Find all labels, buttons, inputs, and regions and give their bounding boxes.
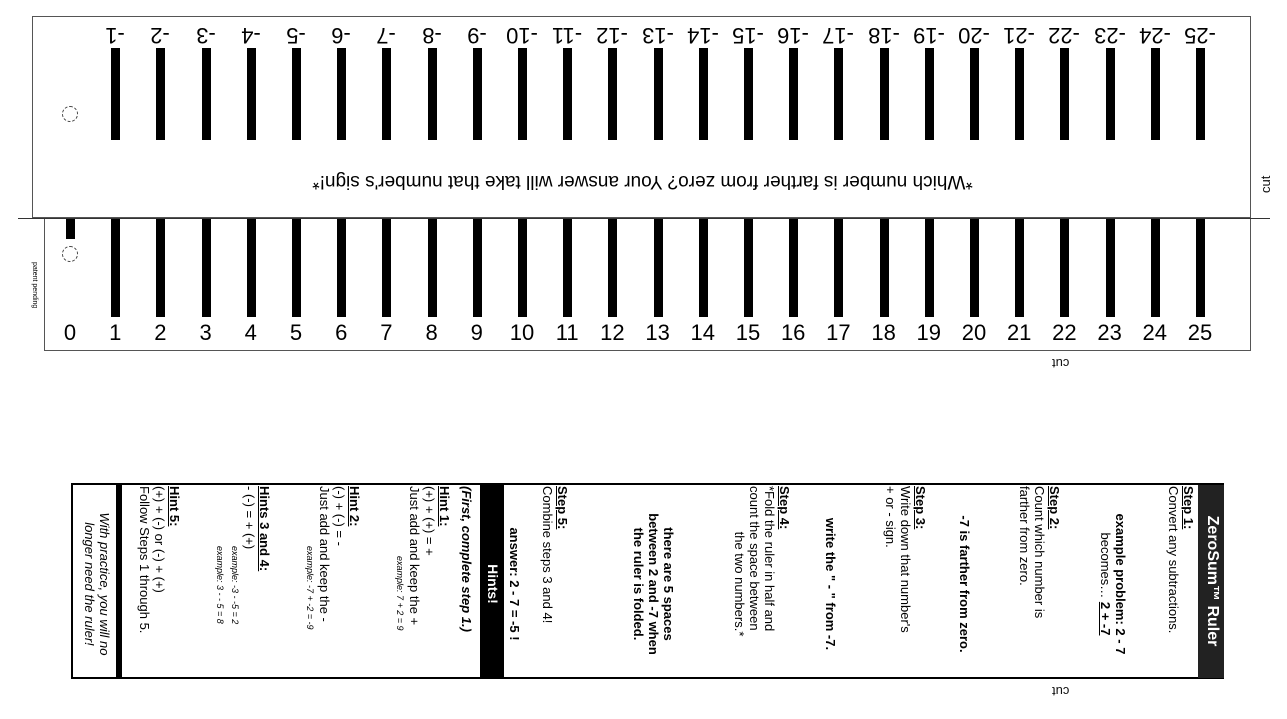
ruler-tick-positive	[202, 219, 211, 317]
step4-line1: *Fold the ruler in half and	[762, 486, 777, 632]
ruler-label-negative: -24	[1138, 23, 1171, 48]
closing-line2: longer need the ruler!	[82, 522, 97, 646]
hint34-example2: example: 3 - - 5 = 8	[215, 546, 225, 624]
ruler-label-positive: 19	[916, 320, 942, 345]
ruler-tick-positive	[1015, 219, 1024, 317]
ruler-label-positive: 2	[154, 320, 167, 345]
ruler-tick-positive	[337, 219, 346, 317]
closing-line1: With practice, you will no	[97, 512, 112, 656]
ruler-label-positive: 20	[961, 320, 987, 345]
step1-example-column	[1094, 486, 1128, 682]
step1-result: 2 + -7	[1098, 601, 1113, 636]
ruler-label-positive: 6	[335, 320, 348, 345]
patent-pending-label: patent pending	[31, 262, 38, 309]
ruler-tick-negative	[880, 48, 889, 140]
ruler-tick-negative	[608, 48, 617, 140]
step3-answer: write the " - " from -7.	[823, 517, 838, 651]
ruler-label-negative: -10	[506, 23, 538, 48]
ruler-label-negative: -14	[686, 23, 719, 48]
ruler-label-positive: 21	[1006, 320, 1032, 345]
ruler-tick-negative	[111, 48, 120, 140]
ruler-label-positive: 15	[735, 320, 761, 345]
step2-heading: Step 2:	[1047, 486, 1062, 530]
ruler-tick-negative	[834, 48, 843, 140]
hints-title: Hints!	[485, 564, 501, 604]
ruler-tick-negative	[1060, 48, 1069, 140]
ruler-label-positive: 24	[1142, 320, 1168, 345]
ruler-label-negative: -4	[241, 23, 261, 48]
ruler-tick-positive	[789, 219, 798, 317]
ruler-label-positive: 11	[555, 320, 579, 345]
ruler-tick-negative	[382, 48, 391, 140]
step3-line2: + or - sign.	[883, 486, 898, 548]
hint5-heading: Hint 5:	[167, 486, 182, 527]
ruler-tick-positive	[1196, 219, 1205, 317]
step4-answer2: between 2 and -7 when	[646, 513, 661, 655]
ruler-label-negative: -15	[732, 23, 764, 48]
flipped-sign-note: *Which number is farther from zero? Your answer will take that number's sign!*	[312, 171, 973, 192]
ruler-tick-negative	[247, 48, 256, 140]
ruler-label-negative: -18	[867, 23, 900, 48]
ruler-tick-positive	[608, 219, 617, 317]
step4-heading: Step 4:	[777, 486, 792, 530]
ruler-tick-positive	[1151, 219, 1160, 317]
hint5-rule: (+) + (-) or (-) + (+)	[152, 486, 167, 593]
ruler-label-negative: -23	[1093, 23, 1126, 48]
hints-title-column	[480, 486, 500, 682]
ruler-label-positive: 0	[63, 320, 77, 345]
hint5-column	[122, 486, 182, 682]
ruler-tick-negative	[337, 48, 346, 140]
ruler-tick-negative	[744, 48, 753, 140]
hint34-rule: - (-) = + (+)	[242, 486, 257, 550]
step5-heading: Step 5:	[555, 486, 570, 530]
ruler-tick-positive	[970, 219, 979, 317]
ruler-tick-positive	[247, 219, 256, 317]
ruler-label-positive: 13	[645, 320, 670, 345]
ruler-label-negative: -1	[105, 23, 125, 48]
ruler-label-positive: 3	[199, 320, 212, 345]
hint34-heading: Hints 3 and 4:	[257, 486, 272, 572]
ruler-tick-negative	[563, 48, 572, 140]
ruler-tick-negative	[518, 48, 527, 140]
hints-intro-column	[456, 486, 474, 682]
ruler-tick-positive	[880, 219, 889, 317]
ruler-tick-positive	[1106, 219, 1115, 317]
ruler-tick-negative	[473, 48, 482, 140]
step5-answer-column	[502, 486, 522, 682]
step3-line1: Write down that number's	[898, 486, 913, 633]
step4-column	[718, 486, 792, 682]
hint1-rule: (+) + (+) = +	[422, 486, 437, 556]
step2-line2: farther from zero.	[1017, 486, 1032, 586]
step1-becomes: becomes…	[1098, 532, 1113, 599]
ruler-label-positive: 9	[470, 320, 483, 345]
card-title-column	[1200, 486, 1222, 676]
hint5-text: Follow Steps 1 through 5.	[137, 486, 152, 634]
step4-answer3: the ruler is folded.	[631, 527, 646, 641]
ruler-tick-positive	[292, 219, 301, 317]
ruler-label-negative: -22	[1048, 23, 1081, 48]
step2-answer: -7 is farther from zero.	[957, 515, 972, 653]
ruler-tick-negative	[1196, 48, 1205, 140]
hint34-example1: example: -3 - -5 = 2	[230, 546, 240, 625]
step2-column	[1002, 486, 1062, 682]
ruler-tick-negative	[156, 48, 165, 140]
ruler-label-negative: -8	[421, 23, 442, 48]
ruler-label-positive: 1	[109, 320, 122, 345]
hints-intro: (First, complete step 1.)	[459, 486, 474, 632]
cut-label-right: cut	[1258, 175, 1273, 193]
ruler-tick-positive	[473, 219, 482, 317]
ruler-label-negative: -2	[150, 23, 171, 48]
ruler-label-negative: -19	[912, 23, 945, 48]
ruler-tick-positive	[382, 219, 391, 317]
ruler-label-positive: 18	[871, 320, 896, 345]
ruler-tick-negative	[202, 48, 211, 140]
ruler-label-negative: -13	[641, 23, 674, 48]
step4-answer-column	[616, 486, 676, 682]
ruler-tick-negative	[428, 48, 437, 140]
zero-tick	[66, 219, 75, 239]
card-title: ZeroSum™ Ruler	[1204, 515, 1221, 647]
hint1-text: Just add and keep the +	[407, 486, 422, 626]
ruler-label-negative: -17	[822, 23, 855, 48]
step1-text: Convert any subtractions.	[1166, 486, 1181, 634]
step3-heading: Step 3:	[913, 486, 928, 530]
ruler-tick-positive	[925, 219, 934, 317]
ruler-label-positive: 7	[380, 320, 393, 345]
hint1-column	[376, 486, 452, 682]
ruler-label-positive: 17	[826, 320, 851, 345]
ruler-tick-negative	[925, 48, 934, 140]
step1-heading: Step 1:	[1181, 486, 1196, 530]
ruler-label-positive: 14	[690, 320, 716, 345]
ruler-tick-negative	[1151, 48, 1160, 140]
ruler-label-negative: -3	[195, 23, 216, 48]
ruler-label-positive: 16	[780, 320, 806, 345]
ruler-tick-negative	[789, 48, 798, 140]
step4-line3: the two numbers.*	[732, 531, 747, 637]
ruler-label-positive: 23	[1097, 320, 1122, 345]
closing-column	[78, 486, 112, 682]
ruler-label-negative: -7	[376, 23, 397, 48]
ruler-tick-negative	[970, 48, 979, 140]
step2-line1: Count which number is	[1032, 486, 1047, 619]
ruler-label-negative: -11	[552, 23, 583, 48]
ruler-tick-negative	[699, 48, 708, 140]
ruler-tick-positive	[156, 219, 165, 317]
ruler-label-negative: -20	[958, 23, 990, 48]
step4-answer1: there are 5 spaces	[661, 527, 676, 641]
step5-answer: answer: 2 - 7 = -5 !	[507, 527, 522, 641]
ruler-label-positive: 12	[600, 320, 625, 345]
ruler-tick-negative	[1106, 48, 1115, 140]
cut-label-ruler: cut	[1052, 356, 1070, 371]
hint2-column	[286, 486, 362, 682]
hint2-rule: (-) + (-) = -	[332, 486, 347, 546]
punch-hole-top	[62, 106, 78, 122]
hint2-heading: Hint 2:	[347, 486, 362, 527]
ruler-label-negative: -25	[1184, 23, 1216, 48]
ruler-label-positive: 8	[425, 320, 438, 345]
step1-example: example problem: 2 - 7	[1113, 513, 1128, 655]
hint34-column	[196, 486, 272, 682]
cut-label-card: cut	[1052, 684, 1070, 699]
ruler-tick-positive	[111, 219, 120, 317]
ruler-label-negative: -5	[286, 23, 306, 48]
ruler-tick-positive	[699, 219, 708, 317]
ruler-tick-negative	[654, 48, 663, 140]
ruler-tick-positive	[834, 219, 843, 317]
hint2-example: example: -7 + -2 = -9	[305, 546, 315, 630]
ruler-label-positive: 10	[509, 320, 535, 345]
ruler-label-negative: -16	[777, 23, 810, 48]
step4-line2: count the space between	[747, 486, 762, 631]
ruler-tick-positive	[518, 219, 527, 317]
step5-line1: Combine steps 3 and 4!	[540, 486, 555, 624]
ruler-tick-positive	[428, 219, 437, 317]
ruler-tick-positive	[744, 219, 753, 317]
step3-answer-column	[818, 486, 838, 682]
ruler-tick-negative	[292, 48, 301, 140]
ruler-tick-positive	[654, 219, 663, 317]
hint1-heading: Hint 1:	[437, 486, 452, 527]
punch-hole-bottom	[62, 246, 78, 262]
step1-column	[1136, 486, 1196, 682]
ruler-tick-negative	[1015, 48, 1024, 140]
step5-column	[530, 486, 570, 682]
ruler-label-positive: 5	[289, 320, 303, 345]
ruler-label-negative: -21	[1003, 23, 1036, 48]
hint2-text: Just add and keep the -	[317, 486, 332, 622]
step2-answer-column	[952, 486, 972, 682]
hint1-example: example: 7 + 2 = 9	[395, 556, 405, 631]
ruler-label-negative: -6	[331, 23, 351, 48]
step3-column	[868, 486, 928, 682]
ruler-tick-positive	[1060, 219, 1069, 317]
ruler-label-positive: 25	[1187, 320, 1213, 345]
ruler-label-positive: 4	[244, 320, 257, 345]
ruler-tick-positive	[563, 219, 572, 317]
ruler-label-negative: -12	[596, 23, 629, 48]
ruler-label-negative: -9	[467, 23, 487, 48]
ruler-label-positive: 22	[1052, 320, 1077, 345]
